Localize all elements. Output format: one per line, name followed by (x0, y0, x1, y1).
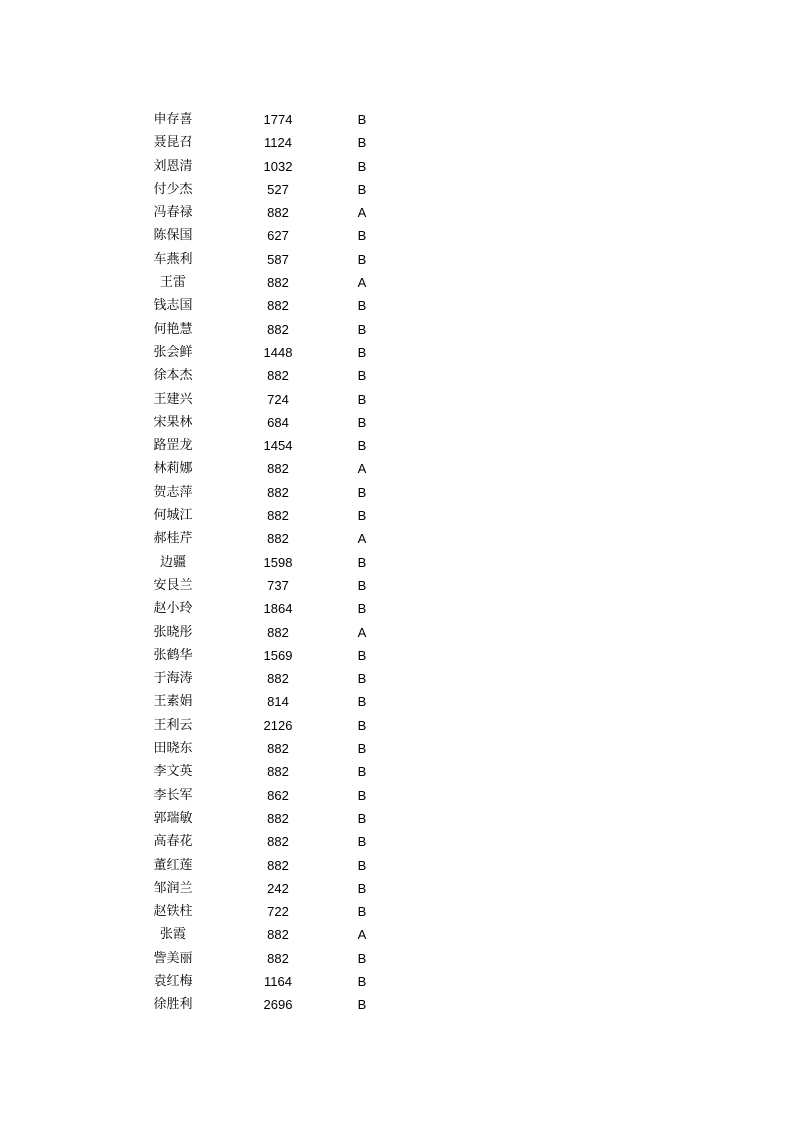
amount-cell: 862 (267, 787, 289, 803)
table-row (0, 947, 793, 970)
amount-cell: 882 (267, 298, 289, 314)
name-cell: 赵铁柱 (153, 904, 193, 920)
table-row (0, 131, 793, 154)
grade-cell: B (357, 181, 367, 197)
grade-cell: B (357, 694, 367, 710)
name-cell: 徐本杰 (153, 368, 193, 384)
grade-cell: B (357, 484, 367, 500)
grade-cell: B (357, 764, 367, 780)
name-cell: 安艮兰 (153, 577, 193, 593)
grade-cell: A (357, 461, 367, 477)
table-row (0, 481, 793, 504)
grade-cell: A (357, 624, 367, 640)
grade-cell: A (357, 205, 367, 221)
grade-cell: B (357, 321, 367, 337)
amount-cell: 1598 (263, 554, 293, 570)
table-row (0, 108, 793, 131)
grade-cell: B (357, 880, 367, 896)
amount-cell: 527 (267, 181, 289, 197)
amount-cell: 1454 (263, 438, 293, 454)
amount-cell: 737 (267, 577, 289, 593)
table-row (0, 877, 793, 900)
amount-cell: 1124 (264, 135, 292, 151)
table-row (0, 201, 793, 224)
amount-cell: 882 (267, 764, 289, 780)
name-cell: 路罡龙 (153, 438, 193, 454)
table-row (0, 318, 793, 341)
amount-cell: 882 (267, 624, 289, 640)
data-table (0, 108, 793, 1017)
amount-cell: 1448 (263, 344, 293, 360)
amount-cell: 882 (267, 508, 289, 524)
table-row (0, 667, 793, 690)
amount-cell: 882 (267, 484, 289, 500)
amount-cell: 722 (267, 904, 289, 920)
amount-cell: 627 (267, 228, 289, 244)
name-cell: 王利云 (153, 717, 193, 733)
grade-cell: B (357, 577, 367, 593)
name-cell: 王雷 (159, 275, 186, 291)
table-row (0, 155, 793, 178)
table-row (0, 690, 793, 713)
grade-cell: B (357, 741, 367, 757)
table-row (0, 178, 793, 201)
name-cell: 何城江 (153, 508, 193, 524)
table-row (0, 760, 793, 783)
table-row (0, 597, 793, 620)
table-row (0, 714, 793, 737)
amount-cell: 242 (267, 880, 289, 896)
table-row (0, 900, 793, 923)
grade-cell: B (357, 834, 367, 850)
name-cell: 王素娟 (153, 694, 193, 710)
grade-cell: B (357, 601, 367, 617)
name-cell: 徐胜利 (153, 997, 193, 1013)
table-row (0, 271, 793, 294)
table-row (0, 294, 793, 317)
grade-cell: B (357, 810, 367, 826)
name-cell: 张晓彤 (153, 624, 193, 640)
name-cell: 张会鲜 (153, 344, 193, 360)
grade-cell: B (357, 228, 367, 244)
table-row (0, 434, 793, 457)
name-cell: 刘恩清 (153, 158, 193, 174)
grade-cell: B (357, 112, 367, 127)
name-cell: 张霞 (159, 927, 186, 943)
amount-cell: 882 (267, 810, 289, 826)
amount-cell: 2696 (263, 997, 293, 1013)
name-cell: 边疆 (159, 554, 186, 570)
table-row (0, 527, 793, 550)
amount-cell: 882 (267, 461, 289, 477)
table-row (0, 388, 793, 411)
table-row (0, 644, 793, 667)
table-row (0, 737, 793, 760)
table-row (0, 504, 793, 527)
name-cell: 申存喜 (153, 112, 193, 127)
amount-cell: 882 (267, 275, 289, 291)
table-row (0, 970, 793, 993)
table-row (0, 364, 793, 387)
grade-cell: B (357, 904, 367, 920)
grade-cell: B (357, 344, 367, 360)
amount-cell: 882 (267, 368, 289, 384)
grade-cell: B (357, 508, 367, 524)
amount-cell: 882 (267, 531, 289, 547)
grade-cell: B (357, 438, 367, 454)
name-cell: 李长军 (153, 787, 193, 803)
table-row (0, 807, 793, 830)
grade-cell: A (357, 275, 367, 291)
table-row (0, 923, 793, 946)
grade-cell: B (357, 973, 367, 989)
grade-cell: B (357, 158, 367, 174)
name-cell: 訾美丽 (153, 950, 193, 966)
amount-cell: 684 (267, 414, 289, 430)
grade-cell: B (357, 298, 367, 314)
amount-cell: 882 (267, 321, 289, 337)
grade-cell: B (357, 671, 367, 687)
grade-cell: B (357, 997, 367, 1013)
name-cell: 董红莲 (153, 857, 193, 873)
table-row (0, 830, 793, 853)
table-row (0, 411, 793, 434)
name-cell: 何艳慧 (153, 321, 193, 337)
table-row (0, 457, 793, 480)
grade-cell: B (357, 414, 367, 430)
amount-cell: 882 (267, 834, 289, 850)
name-cell: 宋果林 (153, 414, 193, 430)
grade-cell: A (357, 531, 367, 547)
grade-cell: B (357, 135, 367, 151)
table-row (0, 621, 793, 644)
name-cell: 贺志萍 (153, 484, 193, 500)
name-cell: 聂昆召 (153, 135, 193, 151)
amount-cell: 1032 (263, 158, 293, 174)
amount-cell: 724 (267, 391, 289, 407)
grade-cell: B (357, 554, 367, 570)
table-row (0, 574, 793, 597)
name-cell: 郝桂芹 (153, 531, 193, 547)
table-row (0, 993, 793, 1016)
name-cell: 钱志国 (153, 298, 193, 314)
amount-cell: 2126 (263, 717, 293, 733)
name-cell: 付少杰 (153, 181, 193, 197)
amount-cell: 814 (267, 694, 289, 710)
name-cell: 张鹤华 (153, 647, 193, 663)
grade-cell: B (357, 857, 367, 873)
amount-cell: 882 (267, 927, 289, 943)
table-row (0, 854, 793, 877)
name-cell: 林莉娜 (153, 461, 193, 477)
amount-cell: 1774 (263, 112, 293, 127)
amount-cell: 1864 (263, 601, 293, 617)
name-cell: 郭瑞敏 (153, 810, 193, 826)
amount-cell: 882 (267, 857, 289, 873)
amount-cell: 1569 (263, 647, 293, 663)
name-cell: 冯春禄 (153, 205, 193, 221)
name-cell: 邹润兰 (153, 880, 193, 896)
name-cell: 王建兴 (153, 391, 193, 407)
grade-cell: B (357, 950, 367, 966)
name-cell: 李文英 (153, 764, 193, 780)
amount-cell: 1164 (264, 973, 292, 989)
table-row (0, 784, 793, 807)
table-row (0, 224, 793, 247)
amount-cell: 882 (267, 950, 289, 966)
grade-cell: B (357, 251, 367, 267)
name-cell: 赵小玲 (153, 601, 193, 617)
name-cell: 车燕利 (153, 251, 193, 267)
grade-cell: B (357, 368, 367, 384)
grade-cell: B (357, 717, 367, 733)
name-cell: 高春花 (153, 834, 193, 850)
amount-cell: 882 (267, 671, 289, 687)
name-cell: 陈保国 (153, 228, 193, 244)
grade-cell: B (357, 647, 367, 663)
table-row (0, 551, 793, 574)
table-row (0, 248, 793, 271)
grade-cell: A (357, 927, 367, 943)
name-cell: 于海涛 (153, 671, 193, 687)
table-row (0, 341, 793, 364)
grade-cell: B (357, 787, 367, 803)
amount-cell: 587 (267, 251, 289, 267)
amount-cell: 882 (267, 205, 289, 221)
amount-cell: 882 (267, 741, 289, 757)
grade-cell: B (357, 391, 367, 407)
name-cell: 田晓东 (153, 741, 193, 757)
name-cell: 袁红梅 (153, 973, 193, 989)
